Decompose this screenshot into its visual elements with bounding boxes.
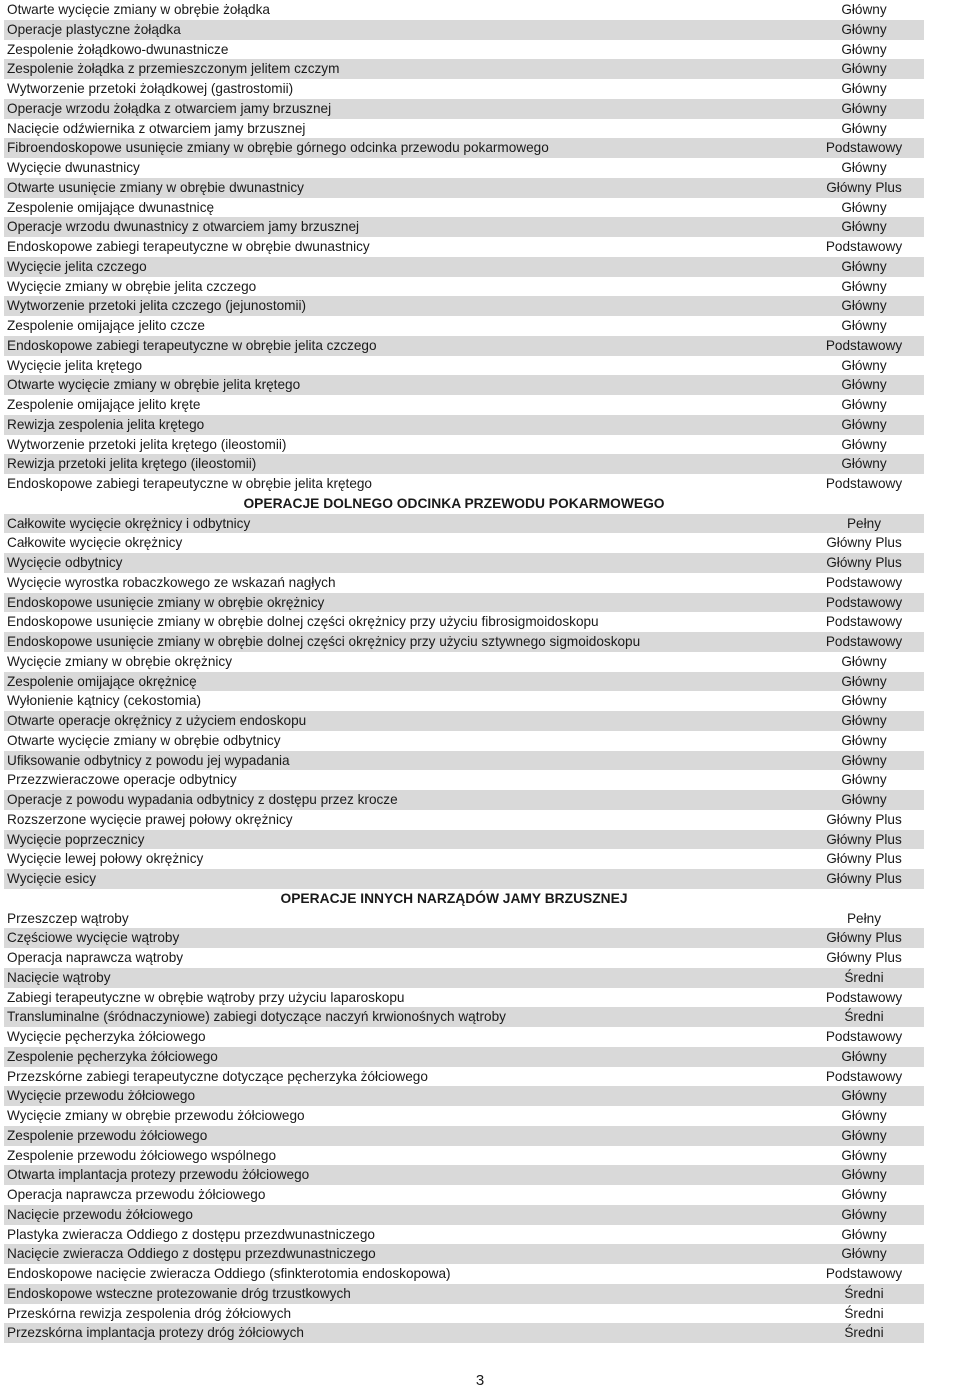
procedure-category: Główny [841,1246,887,1262]
table-row [4,1244,924,1264]
table-row [4,1284,924,1304]
table-row [4,415,924,435]
procedure-name: Przeszczep wątroby [7,910,129,926]
table-row [4,119,924,139]
procedure-name: Wycięcie zmiany w obrębie jelita czczego [7,278,257,294]
procedure-name: Nacięcie wątroby [7,969,111,985]
procedure-name: Zespolenie pęcherzyka żółciowego [7,1048,218,1064]
procedure-name: Częściowe wycięcie wątroby [7,930,180,946]
table-row [4,277,924,297]
page-number: 3 [475,1372,485,1389]
procedure-name: Ufiksowanie odbytnicy z powodu jej wypadania [7,752,290,768]
procedure-category: Główny [841,41,887,57]
procedure-name: Całkowite wycięcie okrężnicy [7,535,183,551]
table-row [4,257,924,277]
table-row [4,1067,924,1087]
procedure-name: Operacje wrzodu dwunastnicy z otwarciem jamy brzusznej [7,219,360,235]
procedure-name: Całkowite wycięcie okrężnicy i odbytnicy [7,515,251,531]
procedure-category: Główny [841,1127,887,1143]
procedure-category: Główny [841,199,887,215]
procedure-name: Wytworzenie przetoki jelita krętego (ileostomii) [7,436,287,452]
table-row [4,178,924,198]
procedure-category: Główny Plus [826,179,902,195]
procedure-name: Przezskórna implantacja protezy dróg żółciowych [7,1325,304,1341]
procedure-category: Średni [844,1325,884,1341]
table-row [4,830,924,850]
table-row [4,1027,924,1047]
table-row [4,316,924,336]
procedure-category: Podstawowy [825,239,903,254]
procedure-category: Główny [841,456,887,472]
procedure-category: Główny [841,713,887,728]
procedure-name: Operacje wrzodu żołądka z otwarciem jamy brzusznej [7,100,332,116]
procedure-name: Zespolenie omijające dwunastnicę [7,199,215,215]
procedure-name: Plastyka zwieracza Oddiego z dostępu przezdwunastniczego [7,1226,375,1242]
procedure-category: Główny [841,653,887,669]
table-row [4,790,924,810]
procedure-name: Otwarte wycięcie zmiany w obrębie jelita krętego [7,377,301,393]
procedure-category: Główny [841,693,887,709]
procedure-category: Główny Plus [826,811,902,827]
procedure-name: Wytworzenie przetoki żołądkowej (gastrostomii) [7,81,294,96]
table-row [4,1304,924,1324]
procedure-category: Podstawowy [825,1029,903,1044]
procedure-name: Operacje plastyczne żołądka [7,21,181,37]
procedure-category: Podstawowy [825,1068,903,1084]
procedure-name: Otwarta implantacja protezy przewodu żółciowego [7,1167,310,1183]
table-row [4,435,924,455]
table-row [4,1205,924,1225]
table-row [4,711,924,731]
procedure-name: Zespolenie omijające jelito kręte [7,397,201,412]
table-row [4,751,924,771]
table-row [4,948,924,968]
procedure-name: Zespolenie żołądka z przemieszczonym jelitem czczym [7,61,340,77]
table-row [4,217,924,237]
table-row [4,395,924,415]
table-row [4,375,924,395]
table-row [4,928,924,948]
table-row [4,79,924,99]
procedure-name: Wycięcie lewej połowy okrężnicy [7,851,204,867]
procedure-category: Główny [841,1187,887,1202]
table-row [4,40,924,60]
procedure-category: Główny [841,219,887,235]
table-row [4,198,924,218]
procedure-category: Średni [844,1285,884,1301]
procedure-name: Zespolenie przewodu żółciowego wspólnego [7,1147,277,1163]
procedure-category: Główny [841,120,887,136]
procedure-name: Przeskórna rewizja zespolenia dróg żółciowych [7,1305,292,1321]
procedure-category: Główny [841,160,887,175]
table-row [4,593,924,613]
procedure-category: Główny [841,397,887,412]
procedure-category: Główny Plus [826,871,902,886]
table-row [4,988,924,1008]
procedure-category: Główny [841,1167,887,1183]
procedure-name: Otwarte wycięcie zmiany w obrębie żołądka [7,2,270,17]
procedure-category: Podstawowy [825,594,903,610]
table-row [4,454,924,474]
table-row [4,1086,924,1106]
procedure-name: Fibroendoskopowe usunięcie zmiany w obrębie górnego odcinka przewodu pokarmowego [7,140,549,156]
procedure-name: Rozszerzone wycięcie prawej połowy okrężnicy [7,811,293,827]
procedure-name: Nacięcie przewodu żółciowego [7,1206,193,1222]
procedure-name: Wycięcie zmiany w obrębie przewodu żółciowego [7,1108,305,1123]
procedure-category: Pełny [846,515,881,531]
table-row [4,869,924,889]
procedure-category: Podstawowy [825,989,903,1005]
procedure-category: Główny [841,2,887,17]
table-row [4,296,924,316]
procedure-name: Nacięcie odźwiernika z otwarciem jamy brzusznej [7,120,306,136]
procedure-name: Zabiegi terapeutyczne w obrębie wątroby przy użyciu laparoskopu [7,989,405,1005]
procedure-name: Endoskopowe zabiegi terapeutyczne w obrębie jelita czczego [7,337,377,353]
procedure-name: Endoskopowe zabiegi terapeutyczne w obrębie jelita krętego [7,476,372,491]
table-row [4,632,924,652]
procedure-name: Wycięcie odbytnicy [7,555,123,570]
procedure-name: Endoskopowe usunięcie zmiany w obrębie dolnej części okrężnicy przy użyciu fibrosigmoidoskopu [7,614,599,630]
procedure-category: Podstawowy [825,574,903,590]
procedure-name: Operacja naprawcza przewodu żółciowego [7,1187,266,1202]
table-row [4,158,924,178]
table-row [4,770,924,790]
procedure-category: Średni [844,969,884,985]
procedure-name: Endoskopowe usunięcie zmiany w obrębie okrężnicy [7,594,325,610]
procedure-name: Nacięcie zwieracza Oddiego z dostępu przezdwunastniczego [7,1246,376,1262]
procedure-name: Wycięcie dwunastnicy [7,160,140,175]
procedure-category: Główny [841,416,887,432]
table-row [4,1165,924,1185]
table-row [4,20,924,40]
procedure-category: Średni [844,1009,884,1025]
procedure-category: Główny [841,81,887,96]
table-row [4,909,924,929]
procedure-category: Główny Plus [826,930,902,946]
procedure-category: Główny [841,1108,887,1123]
table-row [4,849,924,869]
table-row [4,514,924,534]
table-row [4,1323,924,1343]
procedure-category: Podstawowy [825,476,903,491]
table-row [4,237,924,257]
procedure-category: Główny [841,673,887,689]
table-row [4,59,924,79]
procedure-category: Podstawowy [825,337,903,353]
procedure-name: Zespolenie żołądkowo-dwunastnicze [7,41,229,57]
procedure-name: Wycięcie jelita krętego [7,357,143,373]
table-row [4,356,924,376]
procedure-category: Średni [844,1305,884,1321]
procedure-category: Główny [841,377,887,393]
procedure-category: Pełny [846,910,881,926]
procedure-category: Podstawowy [825,140,903,156]
procedure-name: Wycięcie jelita czczego [7,258,147,274]
procedure-name: Zespolenie omijające jelito czcze [7,318,205,333]
procedure-category: Główny Plus [826,950,902,965]
table-row [4,553,924,573]
procedure-category: Główny [841,61,887,77]
procedure-name: Wycięcie wyrostka robaczkowego ze wskazań nagłych [7,574,336,590]
procedure-category: Główny [841,792,887,807]
procedure-name: Wycięcie przewodu żółciowego [7,1088,196,1104]
procedure-category: Podstawowy [825,1266,903,1281]
procedure-category: Główny Plus [826,535,902,551]
procedure-category: Główny [841,1048,887,1064]
procedure-name: Wyłonienie kątnicy (cekostomia) [7,693,202,709]
procedure-category: Główny [841,1226,887,1242]
table-row [4,1185,924,1205]
procedure-category: Podstawowy [825,614,903,630]
procedure-name: Rewizja zespolenia jelita krętego [7,416,205,432]
table-row [4,691,924,711]
procedure-category: Główny [841,278,887,294]
procedure-name: Endoskopowe wsteczne protezowanie dróg trzustkowych [7,1285,351,1301]
procedure-category: Główny [841,100,887,116]
procedure-category: Główny [841,357,887,373]
procedure-category: Główny [841,772,887,788]
section-heading: OPERACJE INNYCH NARZĄDÓW JAMY BRZUSZNEJ [280,890,628,906]
procedure-category: Główny [841,732,887,748]
table-row [4,810,924,830]
table-row [4,1225,924,1245]
procedure-name: Zespolenie przewodu żółciowego [7,1127,208,1143]
procedure-category: Podstawowy [825,634,903,649]
procedure-table [4,0,924,1343]
table-row [4,0,924,20]
procedure-category: Główny [841,318,887,333]
procedure-category: Główny Plus [826,831,902,847]
table-row [4,1047,924,1067]
table-row [4,612,924,632]
table-row [4,1264,924,1284]
section-heading: OPERACJE DOLNEGO ODCINKA PRZEWODU POKARMOWEGO [243,495,665,511]
table-row [4,731,924,751]
procedure-name: Wycięcie pęcherzyka żółciowego [7,1029,206,1044]
table-row [4,336,924,356]
procedure-category: Główny Plus [826,555,902,570]
procedure-name: Endoskopowe zabiegi terapeutyczne w obrębie dwunastnicy [7,239,370,254]
table-row [4,1126,924,1146]
procedure-name: Operacje z powodu wypadania odbytnicy z dostępu przez krocze [7,792,398,807]
table-row [4,474,924,494]
procedure-category: Główny [841,1206,887,1222]
procedure-category: Główny [841,21,887,37]
table-row [4,672,924,692]
procedure-name: Wytworzenie przetoki jelita czczego (jejunostomii) [7,298,307,314]
procedure-category: Główny [841,1147,887,1163]
procedure-name: Przezskórne zabiegi terapeutyczne dotyczące pęcherzyka żółciowego [7,1068,428,1084]
table-row [4,1007,924,1027]
procedure-name: Wycięcie esicy [7,871,97,886]
procedure-category: Główny Plus [826,851,902,867]
procedure-name: Rewizja przetoki jelita krętego (ileostomii) [7,456,257,472]
procedure-name: Otwarte usunięcie zmiany w obrębie dwunastnicy [7,179,304,195]
table-row [4,99,924,119]
procedure-name: Wycięcie zmiany w obrębie okrężnicy [7,653,233,669]
table-row [4,1146,924,1166]
procedure-name: Transluminalne (śródnaczyniowe) zabiegi dotyczące naczyń krwionośnych wątroby [7,1009,506,1025]
table-row [4,1106,924,1126]
procedure-name: Operacja naprawcza wątroby [7,950,184,965]
procedure-name: Otwarte operacje okrężnicy z użyciem endoskopu [7,713,307,728]
procedure-name: Zespolenie omijające okrężnicę [7,673,197,689]
procedure-category: Główny [841,298,887,314]
table-row [4,573,924,593]
procedure-category: Główny [841,436,887,452]
procedure-name: Otwarte wycięcie zmiany w obrębie odbytnicy [7,732,281,748]
procedure-name: Endoskopowe usunięcie zmiany w obrębie dolnej części okrężnicy przy użyciu sztywnego sigmoidoskopu [7,634,641,649]
procedure-name: Wycięcie poprzecznicy [7,831,145,847]
procedure-category: Główny [841,1088,887,1104]
table-row [4,968,924,988]
table-row [4,533,924,553]
procedure-category: Główny [841,258,887,274]
procedure-name: Endoskopowe nacięcie zwieracza Oddiego (sfinkterotomia endoskopowa) [7,1266,451,1281]
table-row [4,138,924,158]
table-row [4,652,924,672]
procedure-category: Główny [841,752,887,768]
procedure-name: Przezzwieraczowe operacje odbytnicy [7,772,237,788]
